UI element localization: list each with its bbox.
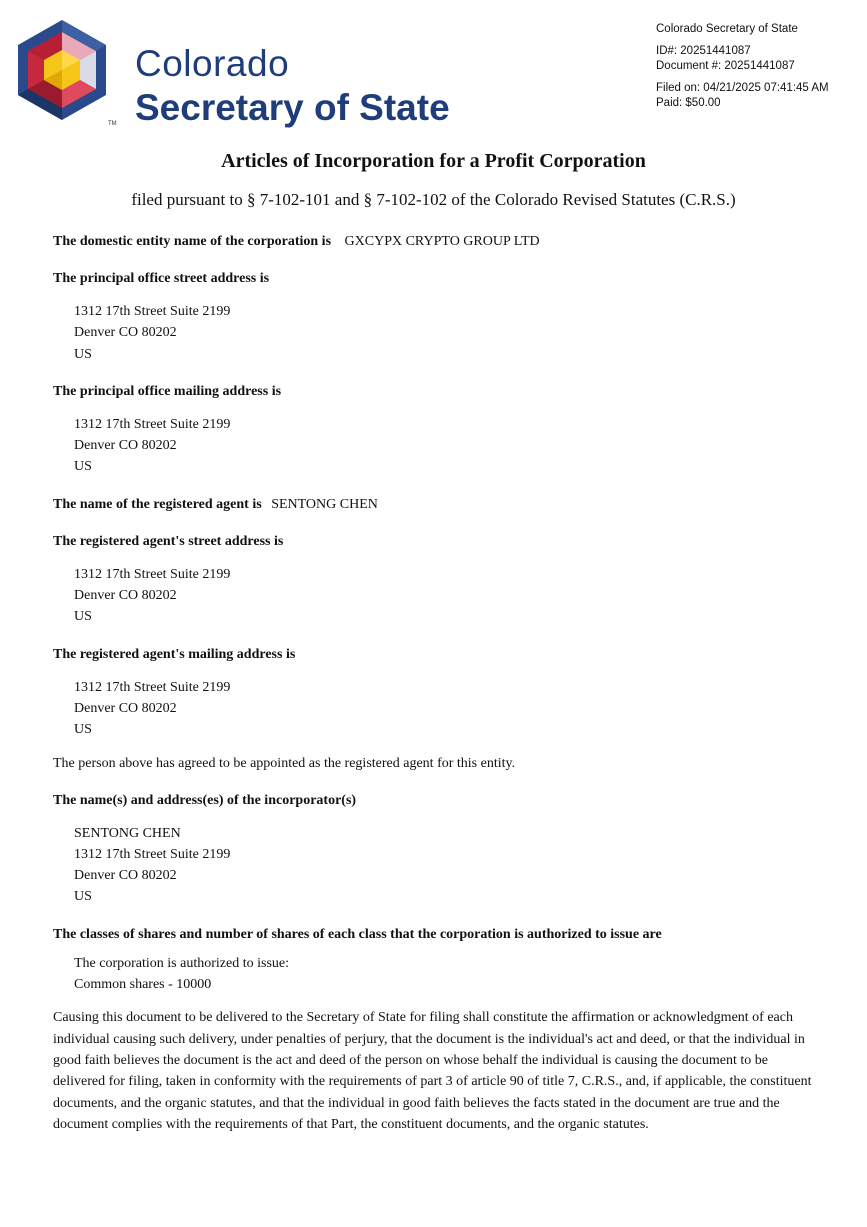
affirmation-paragraph: Causing this document to be delivered to the Secretary of State for filing shall constitute the affirmation or acknowledgment of each individual causing such delivery, under penalties of perjury, that the document is the individual's act and deed, or that the individual in good faith believes the document is the act and deed of the person on whose behalf the individual is causing the document to be delivered for filing, taken in conformity with the requirements of part 3 of article 90 of title 7, C.R.S., and, if applicable, the constituent documents, and the organic statutes, and that the individual in good faith believes the facts stated in the document are true and the document complies with the requirements of that Part, the constituent documents, and the organic statutes. — [53, 1010, 812, 1132]
address-line: 1312 17th Street Suite 2199 — [74, 566, 231, 582]
address-line: 1312 17th Street Suite 2199 — [74, 679, 231, 695]
address-line: 1312 17th Street Suite 2199 — [74, 416, 231, 432]
principal-street-section — [53, 268, 823, 365]
logo-text-colorado: Colorado — [135, 43, 290, 84]
shares-line: Common shares - 10000 — [74, 977, 212, 993]
entity-name-label: The domestic entity name of the corporation is — [53, 234, 332, 249]
colorado-sos-logo — [16, 18, 476, 128]
filing-agency: Colorado Secretary of State — [656, 23, 798, 35]
incorporator-line: 1312 17th Street Suite 2199 — [74, 846, 231, 862]
agent-mailing-address — [74, 677, 823, 741]
shares-line: The corporation is authorized to issue: — [74, 955, 289, 971]
address-line: Denver CO 80202 — [74, 325, 177, 341]
colorado-hexagon-icon — [16, 18, 108, 122]
incorporators-label: The name(s) and address(es) of the incorporator(s) — [53, 792, 357, 808]
registered-agent-value: SENTONG CHEN — [271, 496, 378, 512]
document-title: Articles of Incorporation for a Profit Corporation — [221, 150, 646, 172]
agent-street-address — [74, 564, 823, 628]
entity-name-row — [53, 231, 823, 252]
address-line: US — [74, 609, 92, 625]
document-subtitle: filed pursuant to § 7-102-101 and § 7-102-102 of the Colorado Revised Statutes (C.R.S.) — [131, 190, 736, 209]
address-line: Denver CO 80202 — [74, 588, 177, 604]
registered-agent-label: The name of the registered agent is — [53, 496, 262, 512]
agent-mailing-label: The registered agent's mailing address is — [53, 646, 296, 662]
logo-text-secretary-of-state: Secretary of State — [135, 87, 450, 128]
incorporator-line: SENTONG CHEN — [74, 825, 181, 841]
incorporator-line: Denver CO 80202 — [74, 868, 177, 884]
filing-date: Filed on: 04/21/2025 07:41:45 AM — [656, 82, 829, 94]
incorporator-line: US — [74, 889, 92, 905]
entity-name-value: GXCYPX CRYPTO GROUP LTD — [344, 234, 540, 249]
filing-document-number: Document #: 20251441087 — [656, 60, 795, 72]
principal-street-address — [74, 301, 823, 365]
principal-street-label: The principal office street address is — [53, 271, 270, 286]
shares-details — [74, 953, 823, 996]
document-body — [53, 231, 823, 1135]
registered-agent-row — [53, 494, 823, 515]
address-line: US — [74, 722, 92, 738]
principal-mailing-label: The principal office mailing address is — [53, 383, 282, 399]
shares-section — [53, 924, 823, 996]
agent-street-section — [53, 531, 823, 628]
address-line: Denver CO 80202 — [74, 438, 177, 454]
filing-info — [656, 22, 829, 111]
principal-mailing-section — [53, 381, 823, 478]
trademark-mark: TM — [108, 121, 117, 127]
agent-street-label: The registered agent's street address is — [53, 533, 284, 549]
filing-paid: Paid: $50.00 — [656, 97, 721, 109]
address-line: Denver CO 80202 — [74, 700, 177, 716]
agent-consent-note: The person above has agreed to be appointed as the registered agent for this entity. — [53, 755, 516, 771]
filing-id: ID#: 20251441087 — [656, 45, 751, 57]
principal-mailing-address — [74, 414, 823, 478]
address-line: US — [74, 346, 92, 362]
agent-mailing-section — [53, 644, 823, 741]
address-line: US — [74, 459, 92, 475]
shares-label: The classes of shares and number of shares of each class that the corporation is authorized to issue are — [53, 926, 662, 942]
incorporators-section — [53, 790, 823, 908]
incorporators-list — [74, 823, 823, 908]
address-line: 1312 17th Street Suite 2199 — [74, 304, 231, 319]
